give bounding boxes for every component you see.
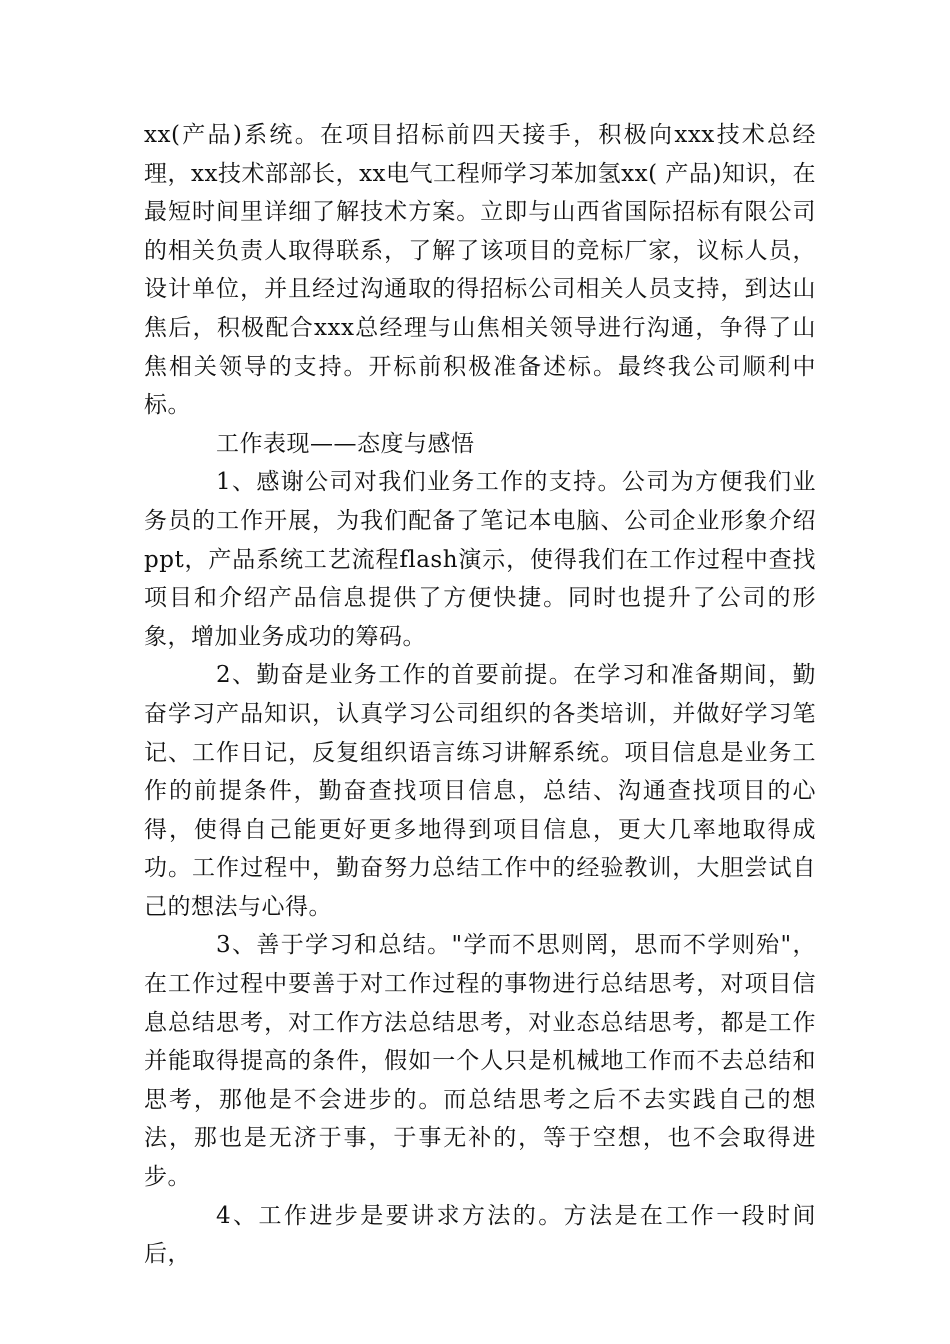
paragraph-item-1-company-support: 1、感谢公司对我们业务工作的支持。公司为方便我们业务员的工作开展，为我们配备了笔记本电脑、公司企业形象介绍ppt，产品系统工艺流程flash演示，使得我们在工作过程中查找项目和介绍产品信息提供了方便快捷。同时也提升了公司的形象，增加业务成功的筹码。 bbox=[144, 469, 816, 650]
section-heading-work-performance: 工作表现——态度与感悟 bbox=[216, 430, 475, 457]
paragraph-item-4-methods: 4、工作进步是要讲求方法的。方法是在工作一段时间后， bbox=[144, 1202, 816, 1268]
document-body bbox=[144, 116, 816, 1274]
paragraph-bid-experience: xx(产品)系统。在项目招标前四天接手，积极向xxx技术总经理，xx技术部部长，xx电气工程师学习苯加氢xx( 产品)知识，在最短时间里详细了解技术方案。立即与山西省国际招标有限公司的相关负责人取得联系，了解了该项目的竞标厂家，议标人员，设计单位，并且经过沟通取的得招标公司相关人员支持，到达山焦后，积极配合xxx总经理与山焦相关领导进行沟通，争得了山焦相关领导的支持。开标前积极准备述标。最终我公司顺利中标。 bbox=[144, 122, 816, 419]
paragraph-item-3-learning-summary: 3、善于学习和总结。"学而不思则罔，思而不学则殆"，在工作过程中要善于对工作过程的事物进行总结思考，对项目信息总结思考，对工作方法总结思考，对业态总结思考，都是工作并能取得提高的条件，假如一个人只是机械地工作而不去总结和思考，那他是不会进步的。而总结思考之后不去实践自己的想法，那也是无济于事，于事无补的，等于空想，也不会取得进步。 bbox=[144, 932, 816, 1191]
paragraph-item-2-diligence: 2、勤奋是业务工作的首要前提。在学习和准备期间，勤奋学习产品知识，认真学习公司组织的各类培训，并做好学习笔记、工作日记，反复组织语言练习讲解系统。项目信息是业务工作的前提条件，勤奋查找项目信息，总结、沟通查找项目的心得，使得自己能更好更多地得到项目信息，更大几率地取得成功。工作过程中，勤奋努力总结工作中的经验教训，大胆尝试自己的想法与心得。 bbox=[144, 662, 816, 920]
